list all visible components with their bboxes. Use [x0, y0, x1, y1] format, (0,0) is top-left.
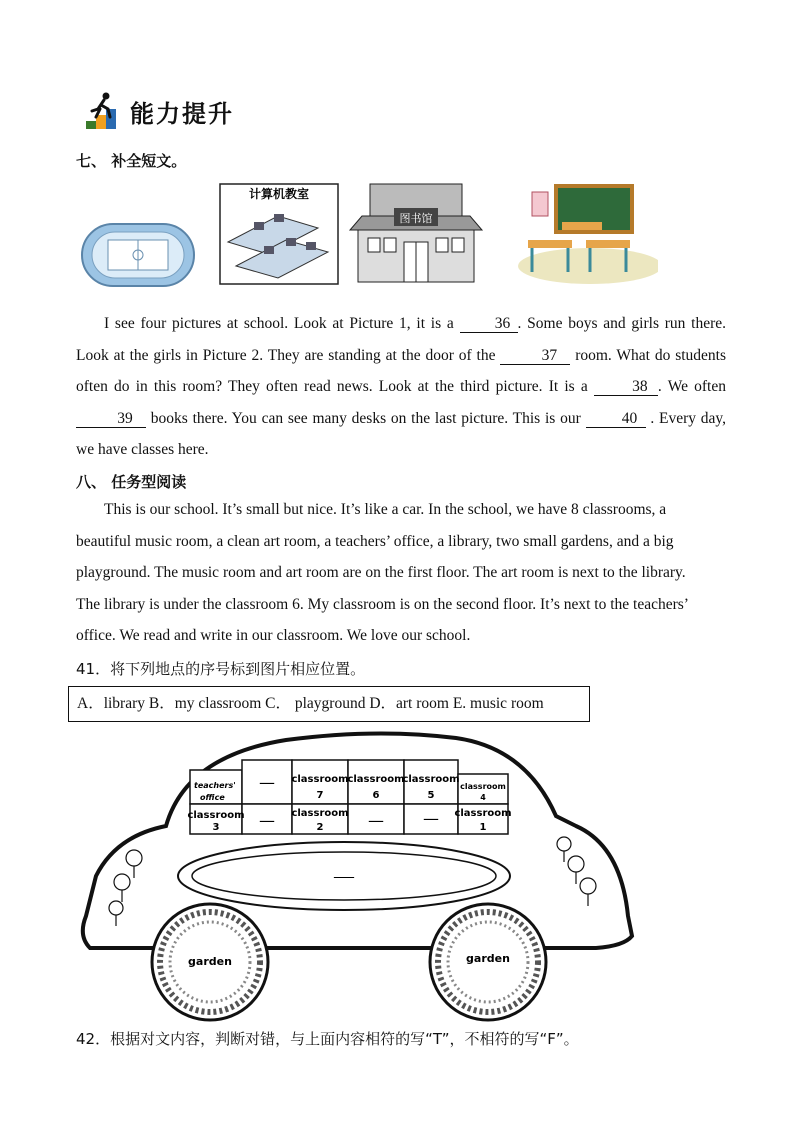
room-number: 2: [316, 822, 324, 833]
passage-7: I see four pictures at school. Look at Picture 1, it is a 36 . Some boys and girls run there. Look at the girls in Picture 2. They are standing at the door of the 37 room. What do students often do in this room? They often read news. Look at the third picture. It is a 38 . We often 39 books there. You can see many desks on the last picture. This is our 40 . Every day, we have classes here.: [76, 315, 727, 458]
passage-8-line: beautiful music room, a clean art room, a teachers’ office, a library, two small gardens, and a big: [76, 532, 674, 550]
runner-stairs-icon: [84, 91, 124, 131]
room-label: office: [200, 793, 225, 802]
room-label: classroom: [187, 810, 245, 821]
section-8-heading: 八、 任务型阅读: [76, 473, 187, 491]
room-blank[interactable]: —: [368, 811, 384, 830]
classroom-picture: [518, 186, 658, 284]
room-number: 3: [212, 822, 220, 833]
school-car-diagram: [76, 726, 636, 1022]
section-7-heading: 七、 补全短文。: [76, 152, 187, 170]
passage-8-line: playground. The music room and art room are on the first floor. The art room is next to the library.: [76, 564, 686, 581]
right-garden-wheel: [430, 904, 546, 1020]
section-banner: [84, 90, 254, 132]
room-blank[interactable]: —: [259, 773, 275, 792]
computer-room-label: 计算机教室: [248, 187, 310, 201]
blank-40[interactable]: 40: [586, 410, 646, 428]
room-number: 6: [372, 790, 380, 801]
blank-36[interactable]: 36: [460, 315, 518, 333]
room-label: classroom: [454, 808, 512, 819]
library-label: 图书馆: [399, 212, 433, 225]
options-box: A．library B．my classroom C． playground D．art room E. music room: [68, 686, 590, 722]
room-blank[interactable]: —: [259, 811, 275, 830]
left-garden-wheel: [152, 904, 268, 1020]
passage-8-line: This is our school. It’s small but nice. It’s like a car. In the school, we have 8 classrooms, a: [104, 501, 667, 518]
left-garden-label: garden: [188, 955, 232, 968]
passage-8-line: The library is under the classroom 6. My classroom is on the second floor. It’s next to the teachers’: [76, 595, 689, 613]
playground-picture: [82, 224, 194, 286]
library-picture: [350, 184, 482, 282]
room-number: 4: [480, 793, 486, 802]
room-number: 5: [427, 790, 435, 801]
room-label: classroom: [460, 782, 506, 791]
room-blank[interactable]: —: [423, 809, 439, 828]
playground-blank: —: [334, 865, 354, 887]
passage-8-line: office. We read and write in our classroom. We love our school.: [76, 627, 471, 644]
room-number: 1: [479, 822, 487, 833]
question-41: 41．将下列地点的序号标到图片相应位置。: [76, 660, 366, 678]
passage-8: [76, 494, 726, 652]
room-label: classroom: [402, 774, 460, 785]
computer-room-picture: [220, 184, 338, 284]
room-label: classroom: [347, 774, 405, 785]
blank-37[interactable]: 37: [500, 347, 570, 365]
room-label: teachers': [194, 781, 236, 790]
room-label: classroom: [291, 774, 349, 785]
room-number: 7: [316, 790, 324, 801]
right-garden-label: garden: [466, 952, 510, 965]
question-42: 42．根据对文内容，判断对错，与上面内容相符的写“T”，不相符的写“F”。: [76, 1030, 579, 1048]
room-label: classroom: [291, 808, 349, 819]
blank-38[interactable]: 38: [594, 378, 658, 396]
blank-39[interactable]: 39: [76, 410, 146, 428]
pictures-row: [78, 182, 658, 288]
banner-title: 能力提升: [130, 99, 234, 128]
